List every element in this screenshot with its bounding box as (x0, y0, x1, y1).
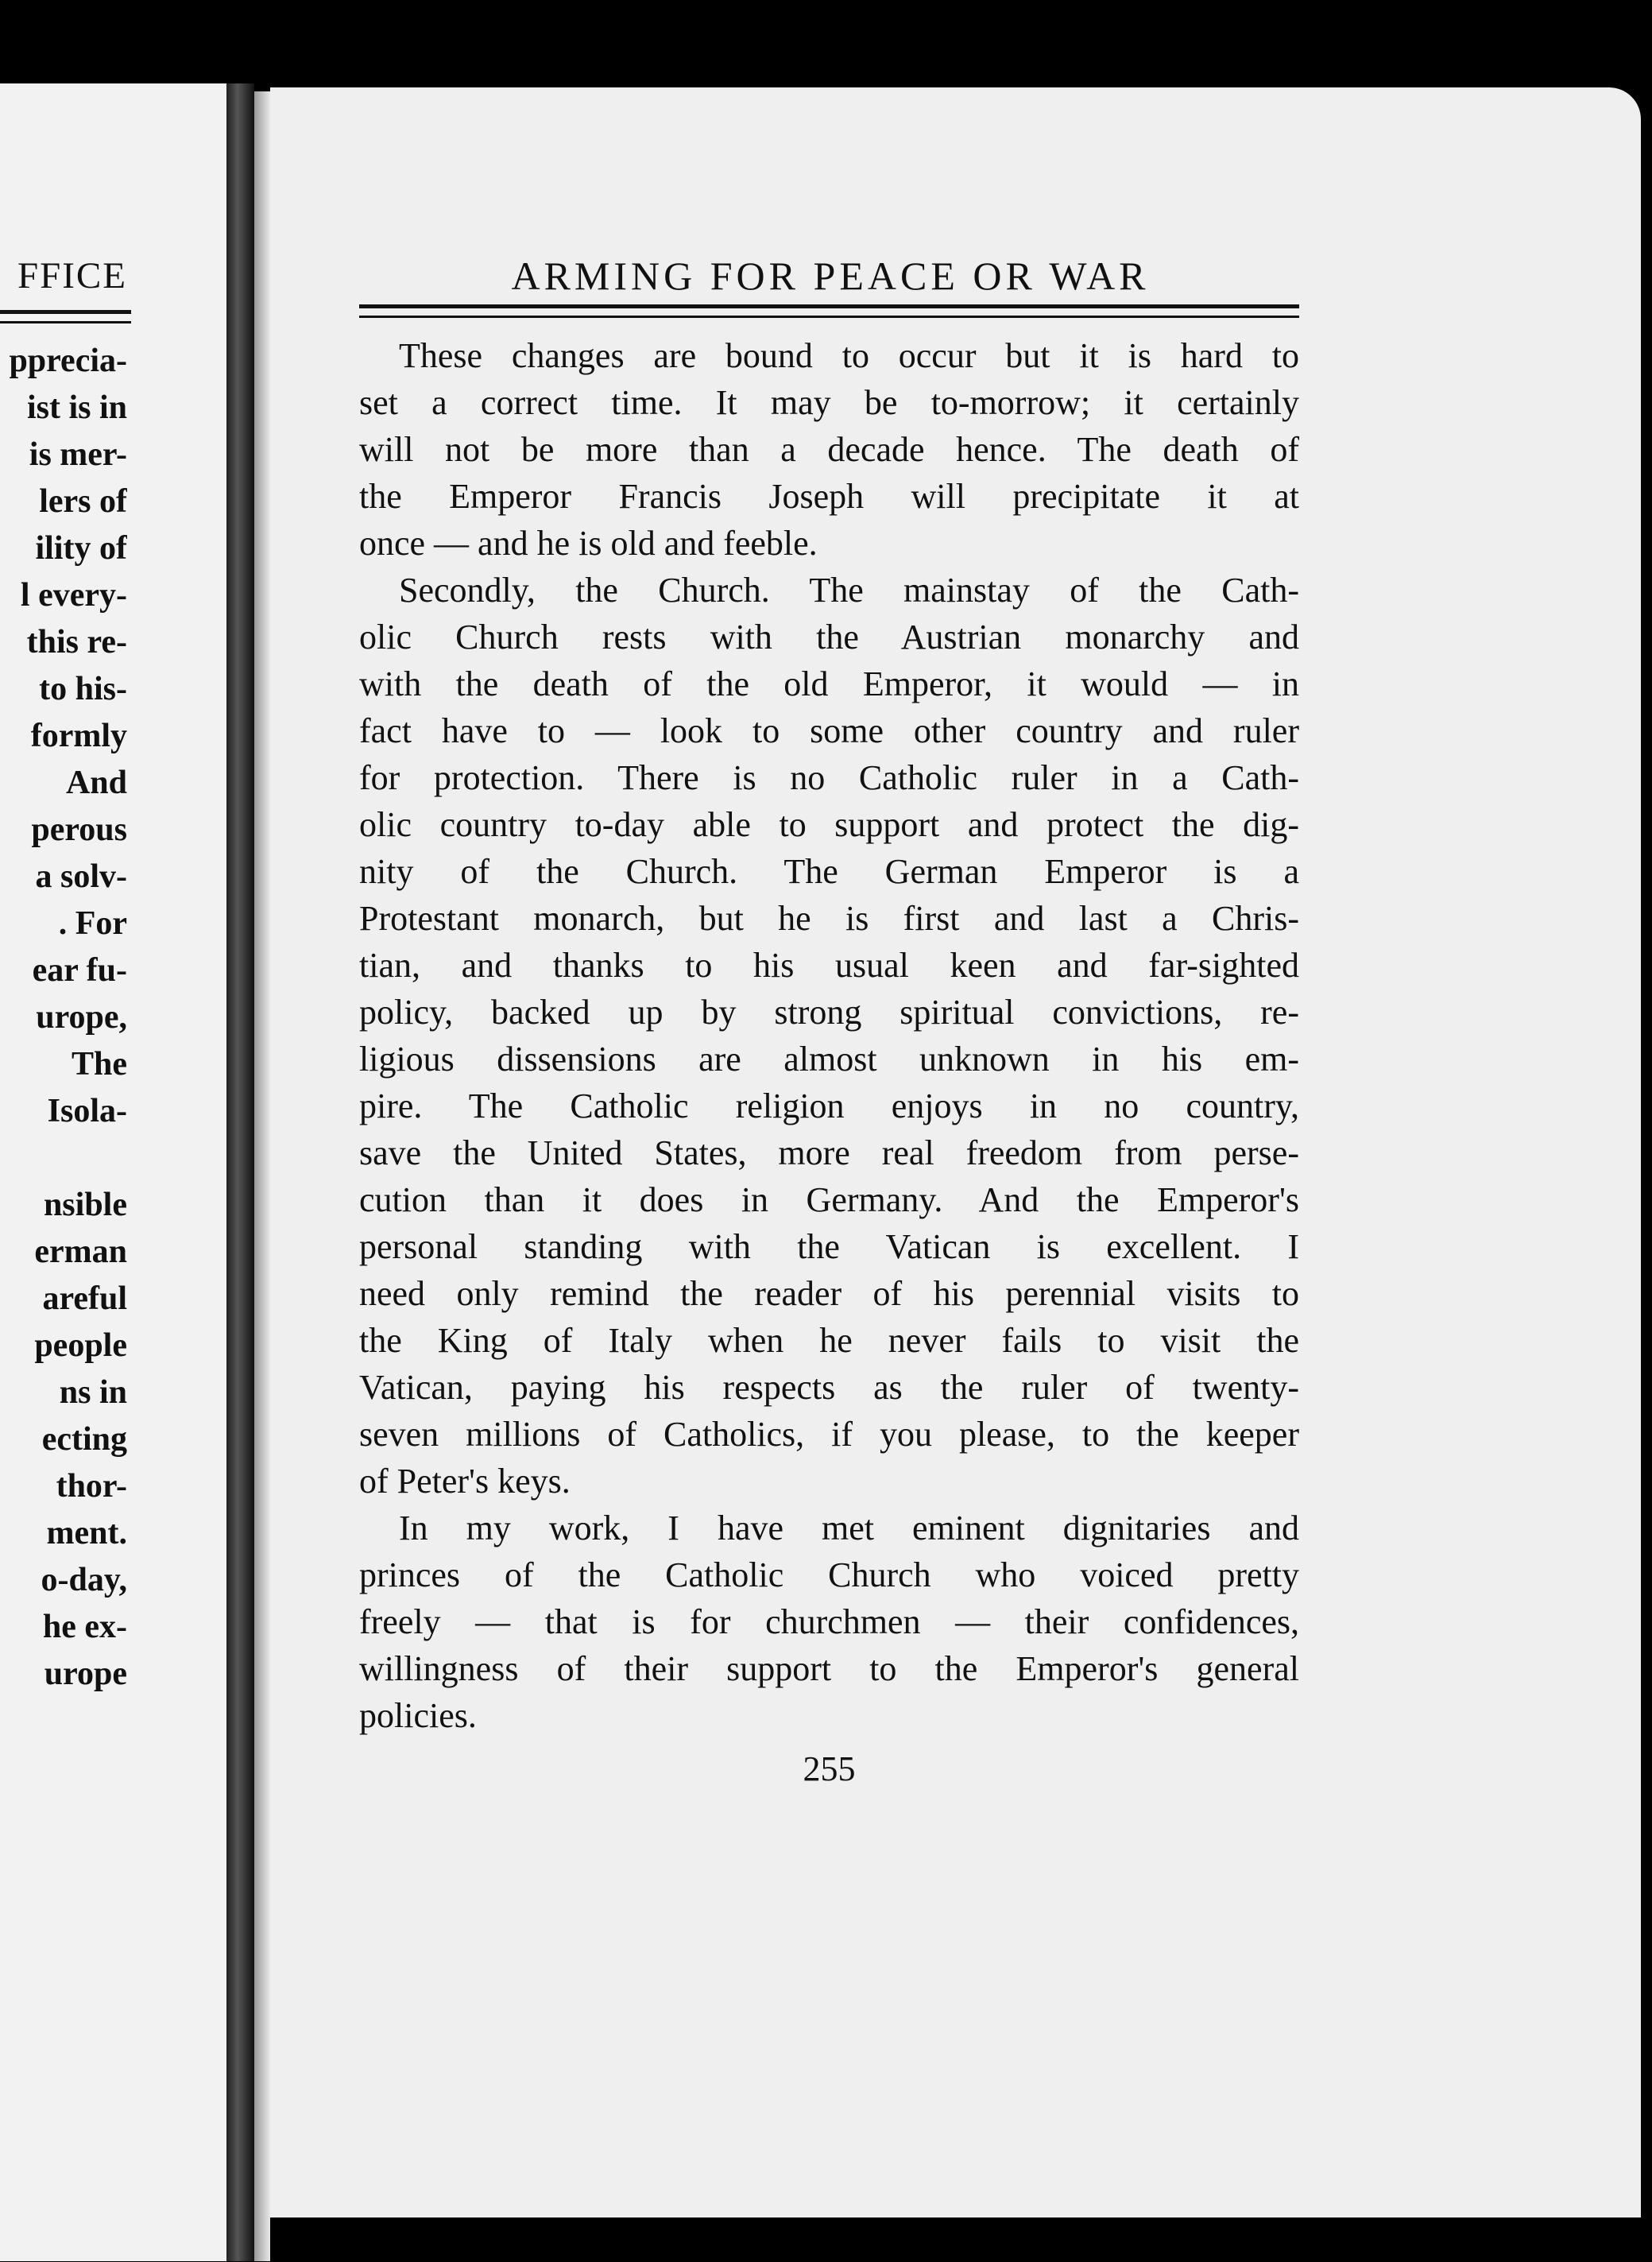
left-text-line: ist is in (26, 389, 127, 426)
left-text-line: o-day, (41, 1562, 127, 1598)
text-line: of Peter's keys. (359, 1462, 571, 1501)
body-text (359, 332, 1299, 1739)
text-line: pire. The Catholic religion enjoys in no country, (359, 1086, 1299, 1125)
left-page (0, 83, 226, 2261)
text-line: princes of the Catholic Church who voiced pretty (359, 1555, 1299, 1594)
text-line: once — and he is old and feeble. (359, 524, 818, 563)
text-line: These changes are bound to occur but it is hard to (399, 336, 1299, 375)
running-header: ARMING FOR PEACE OR WAR (511, 254, 1150, 298)
left-page-text (0, 338, 127, 1698)
left-text-line: ear fu- (32, 952, 127, 989)
text-line: seven millions of Catholics, if you please, to the keeper (359, 1415, 1299, 1454)
text-line: freely — that is for churchmen — their confidences, (359, 1602, 1299, 1641)
text-line: for protection. There is no Catholic ruler in a Cath- (359, 758, 1299, 797)
text-line: nity of the Church. The German Emperor is a (359, 852, 1299, 891)
text-line: personal standing with the Vatican is excellent. I (359, 1227, 1299, 1266)
left-text-line: perous (31, 811, 127, 848)
left-text-line: people (34, 1327, 127, 1364)
text-line: policy, backed up by strong spiritual convictions, re- (359, 993, 1299, 1032)
text-line: will not be more than a decade hence. The death of (359, 430, 1299, 469)
left-text-line: this re- (26, 624, 127, 660)
text-line: willingness of their support to the Emperor's general (359, 1649, 1299, 1688)
text-line: In my work, I have met eminent dignitaries and (399, 1509, 1299, 1547)
left-text-line: to his- (39, 671, 127, 707)
left-text-line: thor- (56, 1468, 127, 1505)
left-text-line: Isola- (47, 1093, 127, 1129)
left-text-line: lers of (39, 483, 127, 520)
text-line: the Emperor Francis Joseph will precipitate it at (359, 477, 1299, 516)
text-line: policies. (359, 1696, 477, 1735)
header-rule (359, 304, 1299, 318)
left-text-line: urope (44, 1656, 127, 1692)
text-line: tian, and thanks to his usual keen and far-sighted (359, 946, 1299, 985)
text-line: with the death of the old Emperor, it would — in (359, 664, 1299, 703)
text-line: the King of Italy when he never fails to visit the (359, 1321, 1299, 1360)
left-text-line: l every- (20, 577, 127, 614)
gutter-shadow (254, 91, 270, 2261)
page-number: 255 (803, 1749, 856, 1788)
text-line: olic country to-day able to support and protect the dig- (359, 805, 1299, 844)
left-text-line: areful (42, 1280, 127, 1317)
left-text-line: urope, (36, 999, 127, 1036)
left-text-line: ility of (35, 530, 127, 567)
left-text-line: And (65, 765, 127, 801)
left-page-header: FFICE (17, 255, 127, 296)
left-text-line: ment. (46, 1515, 127, 1551)
book-spine (226, 83, 254, 2261)
text-line: save the United States, more real freedom from perse- (359, 1133, 1299, 1172)
left-text-line: . For (58, 905, 127, 942)
left-text-line: is mer- (29, 436, 127, 473)
text-line: olic Church rests with the Austrian monarchy and (359, 618, 1299, 657)
left-text-line: The (71, 1046, 127, 1083)
text-line: need only remind the reader of his perennial visits to (359, 1274, 1299, 1313)
left-text-line: formly (30, 718, 127, 754)
left-text-line: a solv- (35, 858, 127, 895)
left-text-line: he ex- (42, 1609, 127, 1645)
left-text-line: nsible (43, 1187, 127, 1223)
left-text-line (0, 1135, 127, 1182)
left-text-line: ns in (59, 1374, 127, 1411)
text-line: ligious dissensions are almost unknown in his em- (359, 1040, 1299, 1079)
left-text-line: erman (34, 1234, 127, 1270)
text-line: cution than it does in Germany. And the Emperor's (359, 1180, 1299, 1219)
text-line: Vatican, paying his respects as the ruler of twenty- (359, 1368, 1299, 1407)
text-line: Secondly, the Church. The mainstay of the Cath- (399, 571, 1299, 610)
text-line: Protestant monarch, but he is first and last a Chris- (359, 899, 1299, 938)
left-text-line: ecting (41, 1421, 127, 1458)
text-line: set a correct time. It may be to-morrow; it certainly (359, 383, 1299, 422)
left-text-line: ppreciа- (9, 343, 127, 379)
left-header-rule (0, 310, 131, 323)
text-line: fact have to — look to some other country and ruler (359, 711, 1299, 750)
